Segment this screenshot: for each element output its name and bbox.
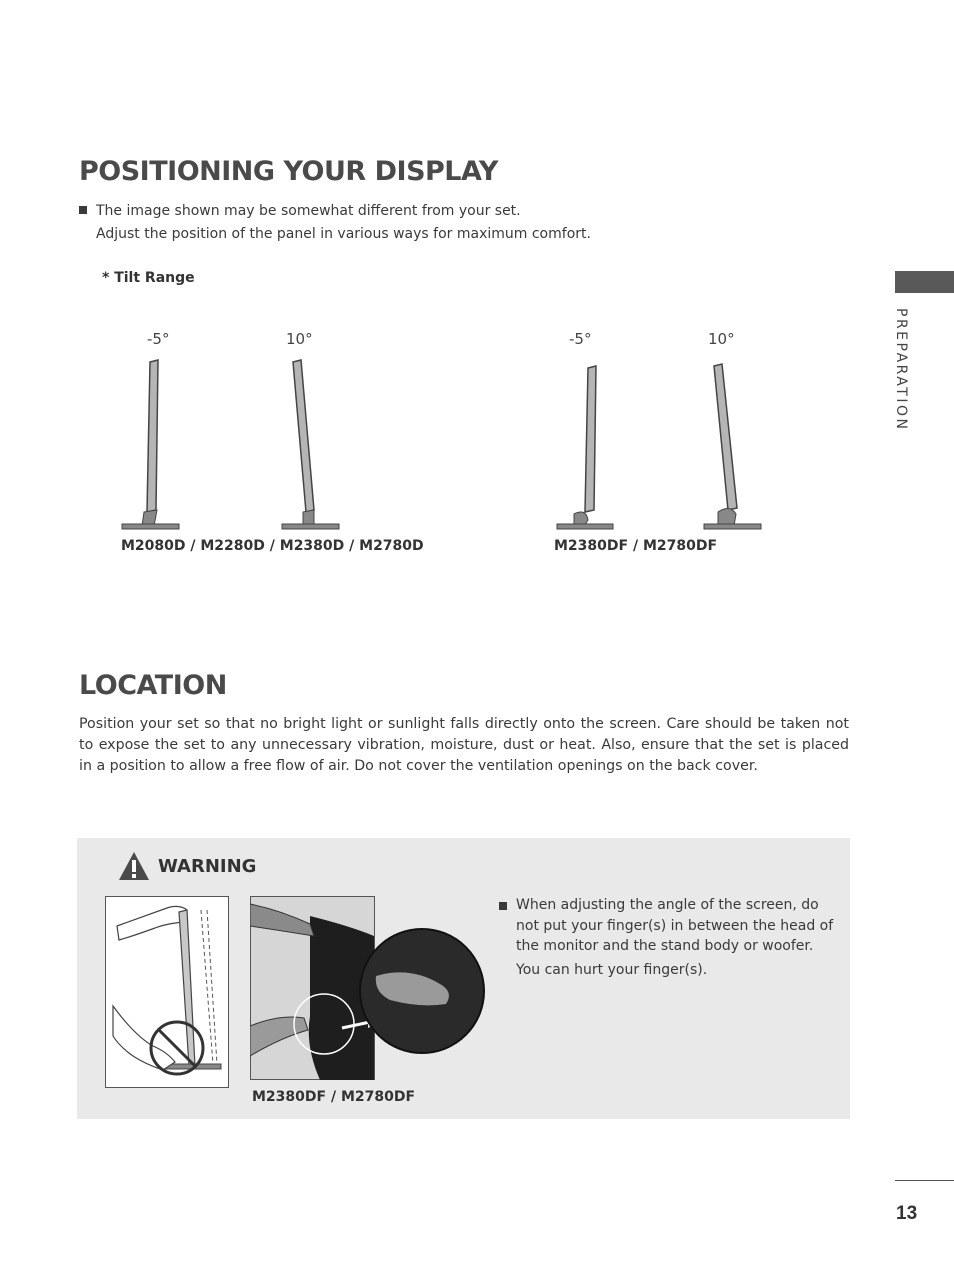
angle-10-right: 10° xyxy=(708,330,735,348)
model-label-d-series: M2080D / M2280D / M2380D / M2780D xyxy=(121,538,424,554)
monitor-side-10-df-icon xyxy=(704,364,761,529)
model-label-df-series: M2380DF / M2780DF xyxy=(554,538,718,554)
section-tab-marker xyxy=(895,271,954,293)
section-tab-label: PREPARATION xyxy=(893,308,909,432)
adjusting-screen-photo xyxy=(250,896,486,1086)
warning-text-line-2: You can hurt your finger(s). xyxy=(516,961,708,978)
intro-line-2: Adjust the position of the panel in various ways for maximum comfort. xyxy=(96,226,591,242)
bullet-square xyxy=(79,206,87,214)
warning-triangle-icon xyxy=(118,850,150,882)
angle-minus5-left: -5° xyxy=(147,330,170,348)
footer-rule xyxy=(895,1180,954,1181)
warning-title: WARNING xyxy=(158,856,257,877)
location-body-text: Position your set so that no bright light or sunlight falls directly onto the screen. Care should be taken not to expose the set to any unnecessary vibration, moisture, dust or heat. Also, ensure that the set is placed in a position to allow a free flow of air. Do not cover the ventilation openings on the back cover. xyxy=(79,716,849,774)
monitor-side-minus5-df-icon xyxy=(557,366,613,529)
monitor-side-10-icon xyxy=(282,360,339,529)
angle-10-left: 10° xyxy=(286,330,313,348)
tilt-range-label: * Tilt Range xyxy=(102,270,195,286)
monitor-side-minus5-icon xyxy=(122,360,179,529)
warning-photo-caption: M2380DF / M2780DF xyxy=(252,1089,416,1105)
page-title-positioning: POSITIONING YOUR DISPLAY xyxy=(79,156,498,187)
intro-line-1: The image shown may be somewhat different from your set. xyxy=(96,203,521,219)
angle-minus5-right: -5° xyxy=(569,330,592,348)
section-title-location: LOCATION xyxy=(79,670,227,701)
tilt-diagram xyxy=(100,350,800,535)
finger-pinch-illustration xyxy=(105,896,229,1088)
bullet-square xyxy=(499,902,507,910)
warning-text-line-1: When adjusting the angle of the screen, do not put your finger(s) in between the head of the monitor and the stand body or woofer. xyxy=(516,897,834,954)
warning-text xyxy=(499,895,834,980)
page-number: 13 xyxy=(896,1203,918,1224)
intro-bullet xyxy=(79,203,521,219)
